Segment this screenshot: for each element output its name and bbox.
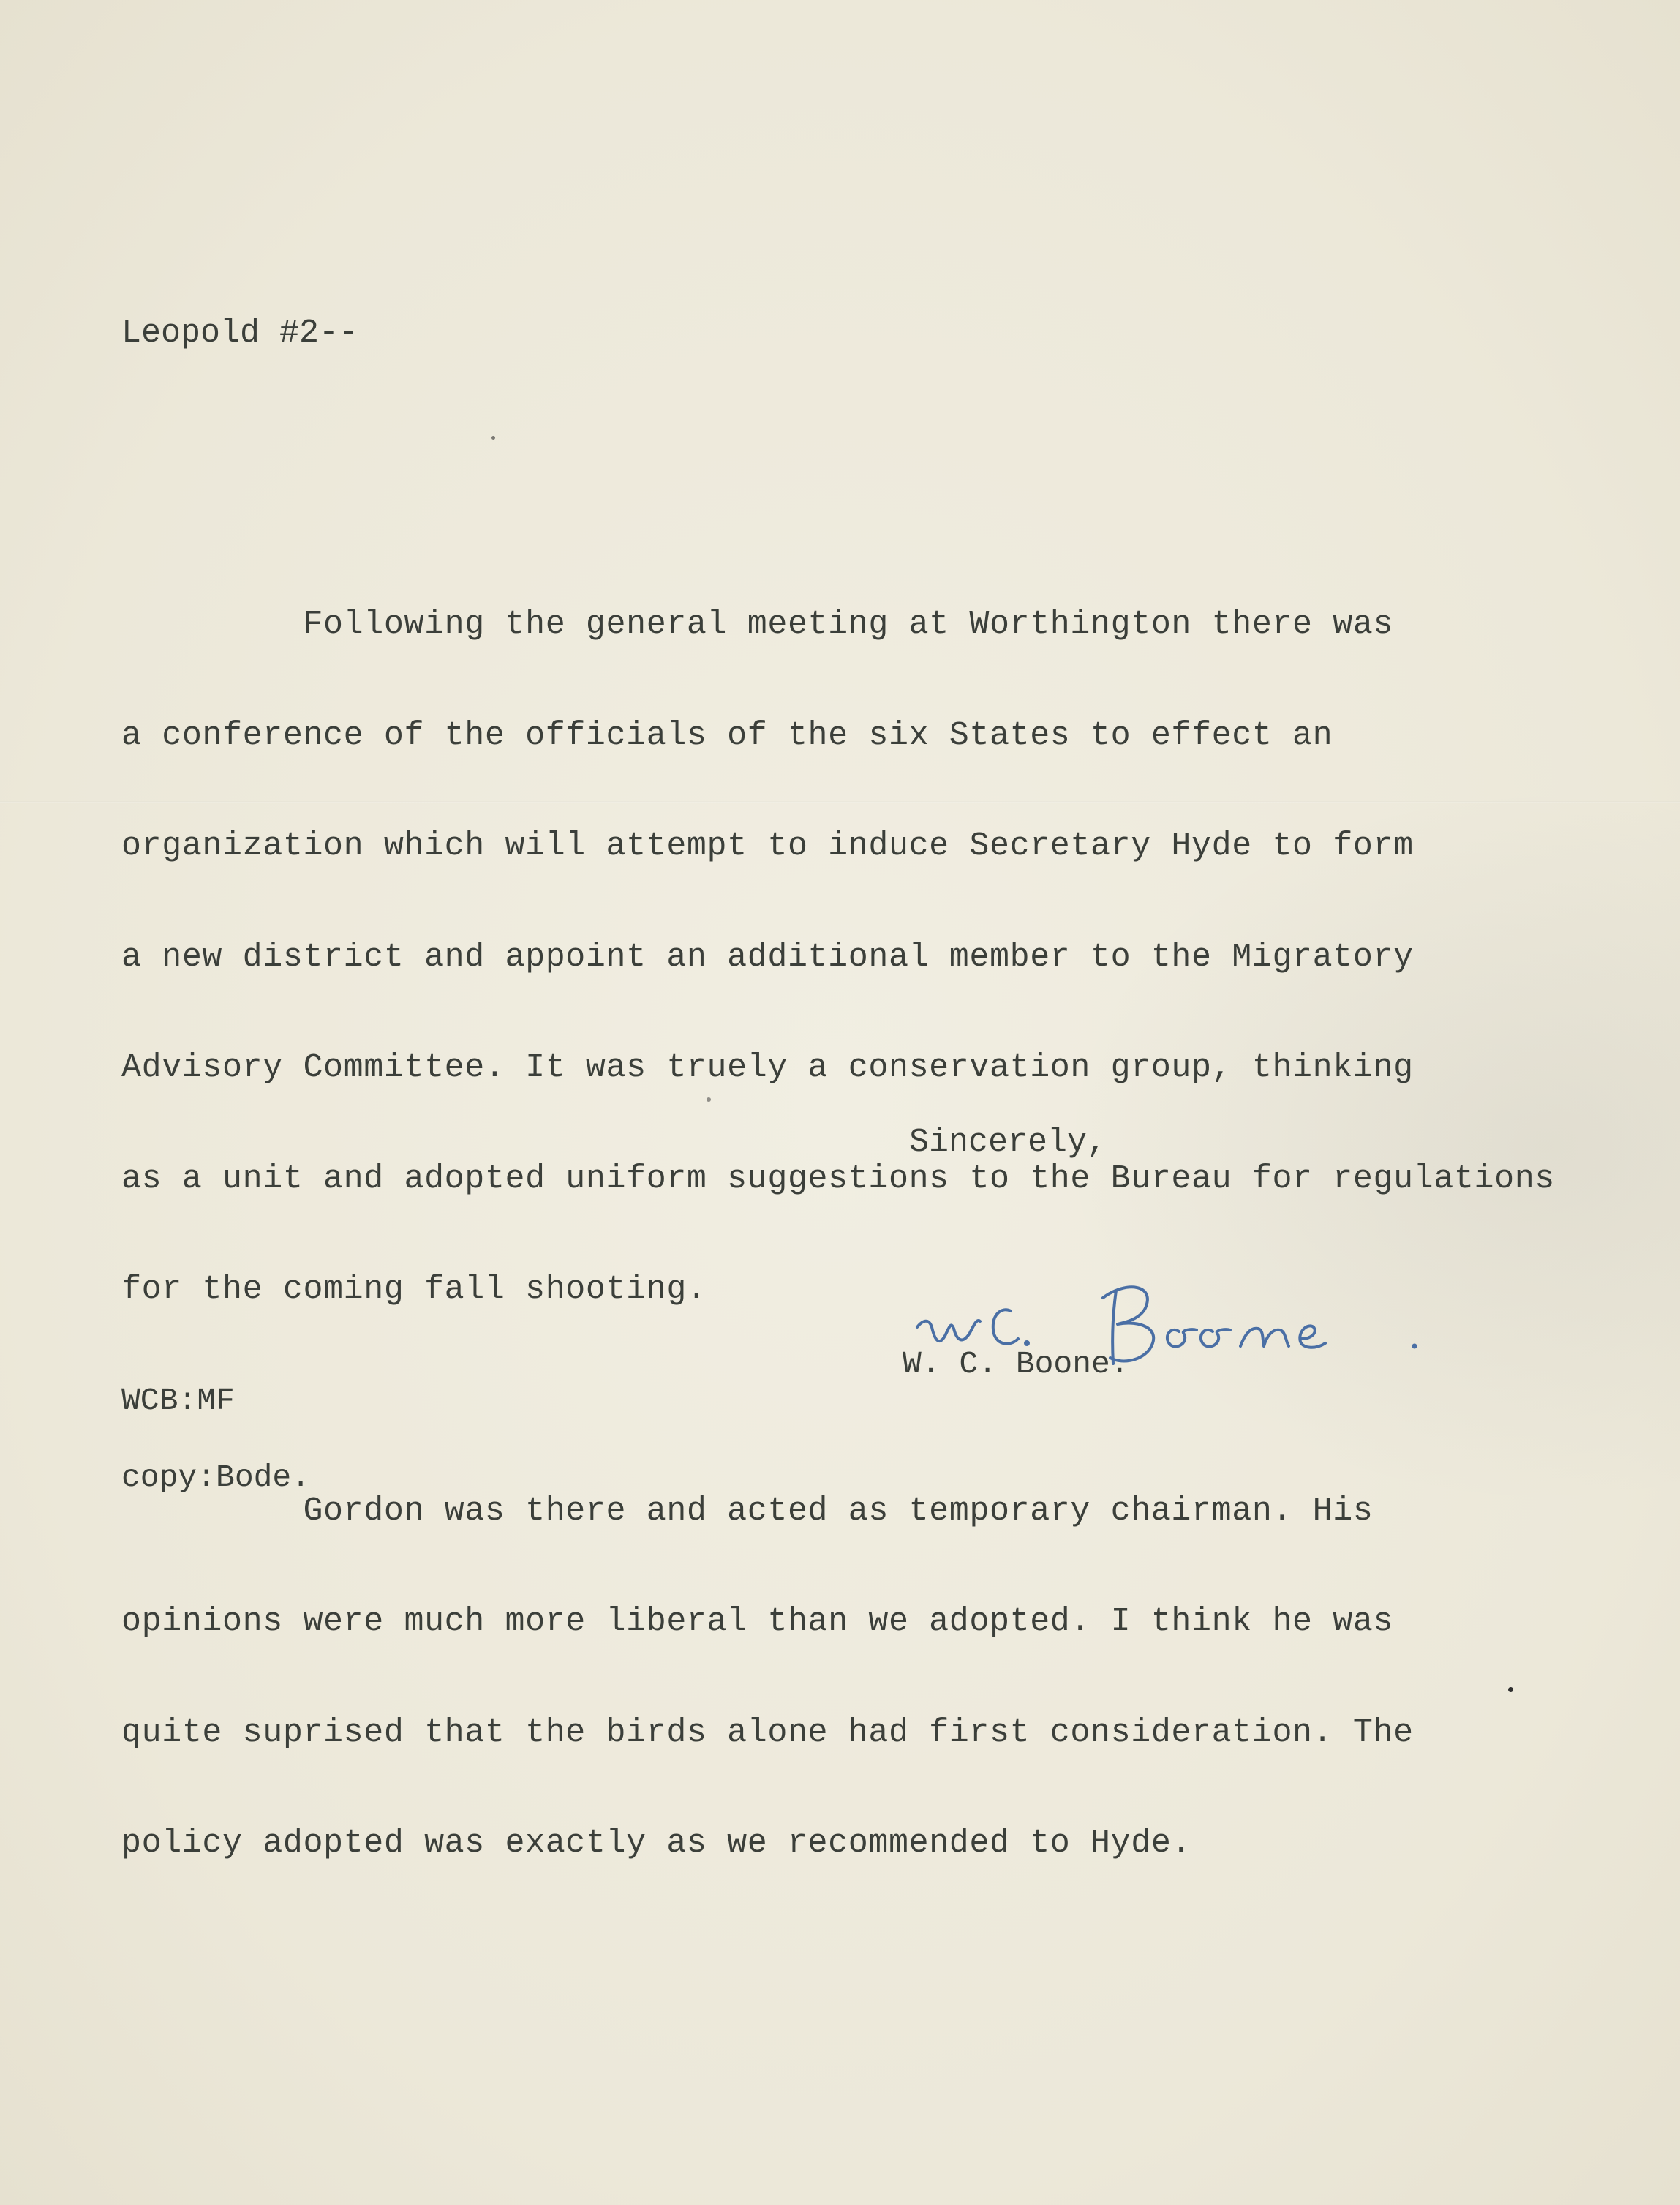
closing: Sincerely,: [909, 1124, 1107, 1161]
body-line: Gordon was there and acted as temporary chairman. His: [121, 1492, 1374, 1530]
paper-speck: [1508, 1687, 1513, 1692]
body-line: as a unit and adopted uniform suggestions to the Bureau for regulations: [121, 1160, 1555, 1198]
copy-to: copy:Bode.: [121, 1460, 311, 1495]
body-line: Following the general meeting at Worthington there was: [121, 606, 1394, 643]
signer-name: W. C. Boone.: [903, 1346, 1129, 1382]
body-line: a new district and appoint an additional member to the Migratory: [121, 938, 1414, 976]
letter-body: [121, 533, 1555, 1937]
body-line: opinions were much more liberal than we adopted. I think he was: [121, 1603, 1394, 1640]
reference-initials: WCB:MF: [121, 1383, 235, 1419]
body-line: policy adopted was exactly as we recommended to Hyde.: [121, 1825, 1192, 1862]
body-line: Advisory Committee. It was truely a conservation group, thinking: [121, 1049, 1414, 1086]
page-header: Leopold #2--: [121, 315, 359, 352]
paper-speck: [707, 1097, 711, 1102]
body-line: for the coming fall shooting.: [121, 1271, 707, 1308]
paper-speck: [491, 436, 495, 440]
body-line: a conference of the officials of the six States to effect an: [121, 716, 1333, 754]
paragraph-gap: [121, 1383, 1555, 1419]
body-line: organization which will attempt to induce Secretary Hyde to form: [121, 827, 1414, 865]
body-line: quite suprised that the birds alone had first consideration. The: [121, 1713, 1414, 1751]
